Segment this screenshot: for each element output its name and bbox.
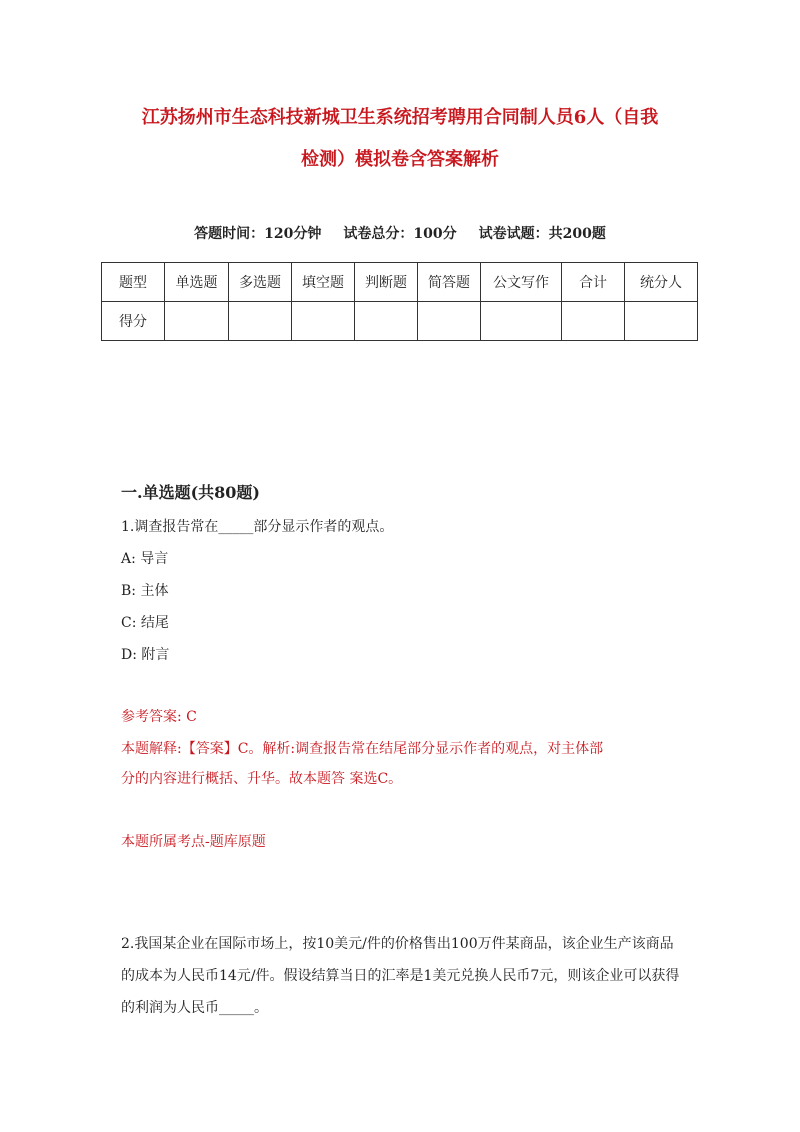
question-1-explanation-line-1: 本题解释:【答案】C。解析:调查报告常在结尾部分显示作者的观点，对主体部 <box>121 741 604 757</box>
score-cell-total <box>562 302 625 341</box>
header-cell-total: 合计 <box>562 263 625 302</box>
section-title: 一.单选题(共80题) <box>121 483 260 502</box>
score-table <box>101 262 698 341</box>
score-cell-single <box>165 302 229 341</box>
question-1-option-c: C: 结尾 <box>121 615 169 631</box>
exam-total-score: 试卷总分：100分 <box>343 226 457 242</box>
score-table-score-row <box>102 302 698 341</box>
header-cell-official-writing: 公文写作 <box>481 263 562 302</box>
score-cell-fill <box>292 302 355 341</box>
score-cell-multi <box>229 302 292 341</box>
page-title-line-1: 江苏扬州市生态科技新城卫生系统招考聘用合同制人员6人（自我 <box>141 107 659 128</box>
question-1-explanation-line-2: 分的内容进行概括、升华。故本题答 案选C。 <box>121 771 403 787</box>
exam-meta <box>0 224 800 244</box>
header-cell-single: 单选题 <box>165 263 229 302</box>
header-cell-multi: 多选题 <box>229 263 292 302</box>
header-cell-scorer: 统分人 <box>625 263 698 302</box>
question-1-source: 本题所属考点-题库原题 <box>121 834 266 850</box>
score-cell-judge <box>355 302 418 341</box>
header-cell-short-answer: 简答题 <box>418 263 481 302</box>
question-1-option-b: B: 主体 <box>121 583 169 599</box>
score-cell-short-answer <box>418 302 481 341</box>
header-cell-fill: 填空题 <box>292 263 355 302</box>
header-cell-judge: 判断题 <box>355 263 418 302</box>
question-1-option-a: A: 导言 <box>121 551 169 567</box>
question-1-option-d: D: 附言 <box>121 647 170 663</box>
question-1-answer: 参考答案: C <box>121 709 197 725</box>
exam-question-count: 试卷试题：共200题 <box>478 226 606 242</box>
score-cell-official-writing <box>481 302 562 341</box>
question-2-stem: 2.我国某企业在国际市场上，按10美元/件的价格售出100万件某商品，该企业生产该商品的成本为人民币14元/件。假设结算当日的汇率是1美元兑换人民币7元，则该企业可以获得的利润为人民币_____。 <box>121 936 680 1016</box>
score-table-header-row <box>102 263 698 302</box>
header-cell-type: 题型 <box>102 263 165 302</box>
question-1-stem: 1.调查报告常在_____部分显示作者的观点。 <box>121 519 394 535</box>
score-cell-scorer <box>625 302 698 341</box>
exam-time: 答题时间：120分钟 <box>194 226 322 242</box>
row-label-score: 得分 <box>102 302 165 341</box>
page-title-line-2: 检测）模拟卷含答案解析 <box>301 149 499 170</box>
